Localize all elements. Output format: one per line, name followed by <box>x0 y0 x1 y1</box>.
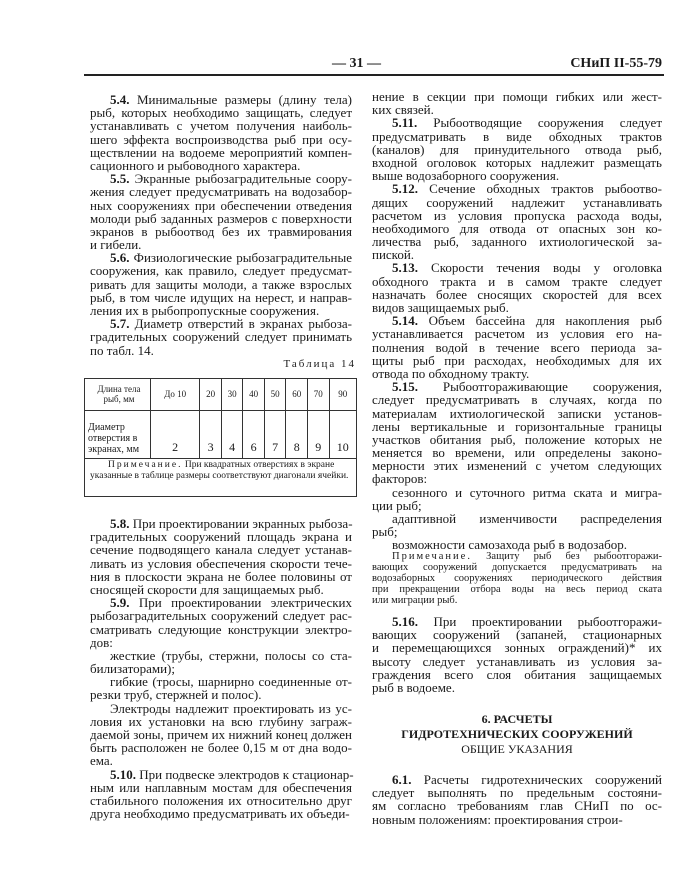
length-cell: 40 <box>243 378 265 411</box>
line-text: меняется во времени, или определены законо- <box>372 445 662 461</box>
line-text: резки труб, стержней и полос). <box>90 687 262 703</box>
line-text: факторов: <box>372 471 428 487</box>
line-text: выше водозаборного сооружения. <box>372 168 560 184</box>
line-text: Сечение обходных трактов рыбоотво- <box>418 181 662 197</box>
line-text: возможности самозахода рыб в водозабор. <box>392 537 627 553</box>
row-header-cell: Длина тела рыб, мм <box>84 378 151 411</box>
diameter-cell: 9 <box>307 411 329 459</box>
diameter-cell: 2 <box>151 411 200 459</box>
table-caption: Таблица 14 <box>283 358 356 370</box>
line-text: Расчеты гидротехнических сооружений <box>411 772 662 787</box>
line-text: сационного и рыбоводного характера. <box>90 157 301 173</box>
line-text: следует выполнять по предельным состояни- <box>372 785 662 801</box>
line-text: ких связей. <box>372 102 434 118</box>
table-header-row <box>84 378 356 411</box>
line-text: обходного тракта и в самом тракте следует <box>372 273 662 289</box>
paragraph <box>90 317 352 357</box>
line-text: рыб, которых необходимо защищать, следует <box>90 105 352 121</box>
diameter-cell: 6 <box>243 411 265 459</box>
left-column-top <box>90 93 352 357</box>
paragraph <box>372 513 662 539</box>
line-text: ривать для защиты молоди, а также взрослых <box>90 276 352 292</box>
line-text: видов защищаемых рыб. <box>372 300 509 315</box>
paragraph <box>372 484 662 513</box>
line-text: Рыбоотгораживающие сооружения, <box>418 379 662 395</box>
line-text: отвода по обходному тракту. <box>372 365 530 381</box>
diameter-cell: 8 <box>286 411 308 459</box>
line-text: рыб в водоеме. <box>372 679 455 695</box>
line-text: сооружения, как правило, следует предусмат- <box>90 263 352 279</box>
section-title-line1: 6. РАСЧЕТЫ <box>481 712 553 726</box>
line-text: дов: <box>90 634 113 650</box>
line-text: Электроды надлежит проектировать из ус- <box>110 700 352 716</box>
line-text: Экранные рыбозаградительные соору- <box>129 171 352 187</box>
right-column-bottom <box>372 773 662 826</box>
clause-number: 5.6. <box>110 250 130 266</box>
length-cell: 20 <box>200 378 222 411</box>
line-text: дящих сооружений надлежит устанавливать <box>372 194 662 210</box>
line-text: и гибели. <box>90 237 142 253</box>
line-text: расчетом из условия пропуска расхода воды, <box>372 207 662 223</box>
line-text: ществлении на водоеме мероприятий компен- <box>90 144 352 160</box>
line-text: участков обитания рыб, положение которых не <box>372 431 662 447</box>
line-text: следует предусматривать в случаях, когда по <box>372 392 662 408</box>
line-text: при прекращении отбора воды на весь период ската <box>372 584 662 595</box>
line-text: рыбозаградительных сооружений следует рас- <box>90 608 352 624</box>
document-code: СНиП II-55-79 <box>570 56 662 71</box>
table-note-label: Примечание. <box>108 460 183 470</box>
note-line <box>372 573 662 584</box>
diameter-cell: 7 <box>264 411 286 459</box>
text-line <box>90 344 352 357</box>
paragraph <box>372 262 662 315</box>
line-text: материалам ихтиологической записки установ- <box>372 405 662 421</box>
line-text: лены вертикальные и горизонтальные границы <box>372 418 662 434</box>
diameter-cell: 4 <box>221 411 243 459</box>
note-line <box>372 584 662 595</box>
note-label: Примечание. <box>392 551 472 562</box>
line-text: Минимальные размеры (длину тела) <box>129 92 352 107</box>
line-text: мерности этих изменений с учетом следующих <box>372 458 662 474</box>
note-line <box>372 551 662 562</box>
clause-number: 5.14. <box>392 313 418 329</box>
line-text: быть расположен не более 0,15 м от дна водо- <box>90 740 352 756</box>
line-text: по табл. 14. <box>90 342 154 358</box>
line-text: шего эффекта воспроизводства рыб при осу- <box>90 131 352 147</box>
text-line <box>372 236 662 249</box>
line-text: личества рыб, заданного ихтиологической за- <box>372 234 662 250</box>
line-text: ливать из условия обеспечения скорости тече- <box>90 555 352 571</box>
line-text: ных сооружениях при обеспечении отведения <box>90 197 352 213</box>
line-text: Объем бассейна для накопления рыб <box>418 313 662 329</box>
line-text: или миграции рыб. <box>372 595 458 606</box>
clause-number: 5.9. <box>110 595 130 611</box>
diameter-cell: 10 <box>329 411 356 459</box>
line-text: сносящей скорости для защищаемых рыб. <box>90 581 324 597</box>
line-text: нение в секции при помощи гибких или жест- <box>372 89 662 104</box>
paragraph <box>90 172 352 251</box>
line-text: градительных сооружений площадь экрана и <box>90 529 352 545</box>
line-text: молоди рыб заданных размеров с поверхности <box>90 210 352 226</box>
paragraph <box>372 117 662 183</box>
length-cell: 50 <box>264 378 286 411</box>
line-text: ции рыб; <box>372 497 422 513</box>
line-text: При проектировании электрических <box>129 595 352 611</box>
text-line <box>90 807 352 820</box>
line-text: Диаметр отверстий в экранах рыбоза- <box>129 316 352 332</box>
clause-number: 5.5. <box>110 171 130 187</box>
table-note <box>90 460 352 482</box>
length-cell: 60 <box>286 378 308 411</box>
text-line <box>90 623 352 636</box>
clause-number: 5.10. <box>110 766 136 782</box>
clause-number: 5.4. <box>110 92 130 107</box>
row-label-cell: Диаметр отверстия в экранах, мм <box>84 411 151 459</box>
note-line <box>372 595 662 606</box>
right-note <box>372 551 662 606</box>
line-text: билизаторами); <box>90 661 175 677</box>
line-text: рыб, в том числе идущих на нерест, и направ- <box>90 289 352 305</box>
text-line <box>90 741 352 754</box>
line-text: ния в плоскости экрана не более половины от <box>90 568 352 584</box>
line-text: входной оголовок которых надлежит размещать <box>372 154 662 170</box>
line-text: друга необходимо предусматривать их объеди- <box>90 806 350 822</box>
line-text: новным положениям: проектирования строи- <box>372 811 623 827</box>
paragraph <box>90 93 352 172</box>
paragraph <box>90 251 352 317</box>
clause-number: 5.13. <box>392 260 418 276</box>
clause-number: 5.12. <box>392 181 418 197</box>
line-text: назначать более сносящих скоростей для всех <box>372 286 662 302</box>
section-subtitle: ОБЩИЕ УКАЗАНИЯ <box>461 742 573 756</box>
line-text: сечение подводящего канала следует устанав- <box>90 542 352 558</box>
right-column-top <box>372 91 662 553</box>
clause-number: 6.1. <box>392 772 412 787</box>
line-text: стабильного положения их относительно друг <box>90 792 352 808</box>
text-line <box>372 813 662 826</box>
table-data-row <box>84 411 356 459</box>
line-text: ным или наплавным мостам для обеспечения <box>90 779 352 795</box>
line-text: Скорости течения воды у оголовка <box>418 260 662 276</box>
line-text: гибкие (тросы, шарнирно соединенные от- <box>110 674 352 690</box>
line-text: Физиологические рыбозаградительные <box>129 250 352 266</box>
line-text: градительных сооружений следует принимать <box>90 329 352 345</box>
paragraph <box>372 91 662 117</box>
paragraph <box>90 596 352 649</box>
line-text: адаптивной изменчивости распределения <box>392 511 662 526</box>
paragraph <box>372 615 662 694</box>
line-text: Рыбоотводящие сооружения следует <box>417 115 662 131</box>
line-text: даемой зоны, причем их нижний конец должен <box>90 727 352 742</box>
diameter-cell: 3 <box>200 411 222 459</box>
text-line <box>372 513 662 526</box>
section-title-line2: ГИДРОТЕХНИЧЕСКИХ СООРУЖЕНИЙ <box>401 727 633 741</box>
clause-number: 5.15. <box>392 379 418 395</box>
line-text: ловия их установки на всю глубину заграж- <box>90 713 352 729</box>
table-14 <box>84 378 356 459</box>
line-text: устанавливать с учетом получения наиболь- <box>90 118 352 134</box>
left-column-bottom <box>90 517 352 820</box>
line-text: (каналов) для принудительного отвода рыб, <box>372 141 662 157</box>
line-text: предусматривать в виде обходных трактов <box>372 128 662 144</box>
right-column-middle <box>372 615 662 694</box>
paragraph <box>90 675 352 701</box>
line-text: экранов в рыбоотвод без их травмирования <box>90 223 352 239</box>
paragraph <box>90 649 352 675</box>
paragraph <box>90 702 352 768</box>
line-text: устанавливается расчетом из условия его на- <box>372 326 662 342</box>
line-text: пиской. <box>372 247 415 263</box>
text-line <box>372 681 662 694</box>
line-text: При проектировании рыбоотгоражи- <box>418 614 662 629</box>
length-cell: 70 <box>307 378 329 411</box>
line-text: жесткие (трубы, стержни, полосы со ста- <box>110 647 352 663</box>
line-text: вающих сооружений допускается предусматривать на <box>372 562 662 573</box>
line-text: высоту следует устанавливать из условия за- <box>372 653 662 669</box>
line-text: сматривать следующие конструкции электро- <box>90 621 352 637</box>
page-number: — 31 — <box>332 56 381 71</box>
line-text: ям согласно требованиям глав СНиП по ос- <box>372 798 662 814</box>
paragraph <box>90 517 352 596</box>
line-text: При проектировании экранных рыбоза- <box>129 516 353 531</box>
line-text: необходимого для отвода от опасных зон ко- <box>372 220 662 236</box>
line-text: и перемещающихся зонных ограждений)* их <box>372 640 662 656</box>
clause-number: 5.16. <box>392 614 418 629</box>
table-note-text: При квадратных отверстиях в экране указанные в таблице размеры соответствуют диагонали ячейки. <box>90 460 349 481</box>
paragraph <box>372 773 662 826</box>
length-cell: 30 <box>221 378 243 411</box>
paragraph <box>372 381 662 487</box>
note-line <box>372 562 662 573</box>
line-text: ема. <box>90 753 113 769</box>
line-text: сезонного и суточного ритма ската и мигра- <box>392 484 662 500</box>
length-cell: 90 <box>329 378 356 411</box>
line-text: полнения водой в течение всего периода за- <box>372 339 662 355</box>
line-text: водозаборных сооружениях периодического действия <box>372 573 662 584</box>
line-text: При подвеске электродов к стационар- <box>136 766 354 782</box>
length-cell: До 10 <box>151 378 200 411</box>
line-text: граждения всего слоя обитания защищаемых <box>372 666 662 682</box>
line-text: рыб; <box>372 524 398 540</box>
line-text: ления их в рыбопропускные сооружения. <box>90 303 320 318</box>
line-text: щиты рыб при расходах, необходимых для их <box>372 352 662 368</box>
paragraph <box>90 768 352 821</box>
line-text: Защиту рыб без рыбоотгоражи- <box>471 551 662 562</box>
line-text: вающих сооружений (запаней, стационарных <box>372 627 662 643</box>
clause-number: 5.11. <box>392 115 418 131</box>
paragraph <box>372 183 662 262</box>
clause-number: 5.7. <box>110 316 130 332</box>
clause-number: 5.8. <box>110 516 130 531</box>
line-text: жения следует предусматривать на водозабор- <box>90 184 352 200</box>
paragraph <box>372 315 662 381</box>
header-rule <box>84 74 664 76</box>
